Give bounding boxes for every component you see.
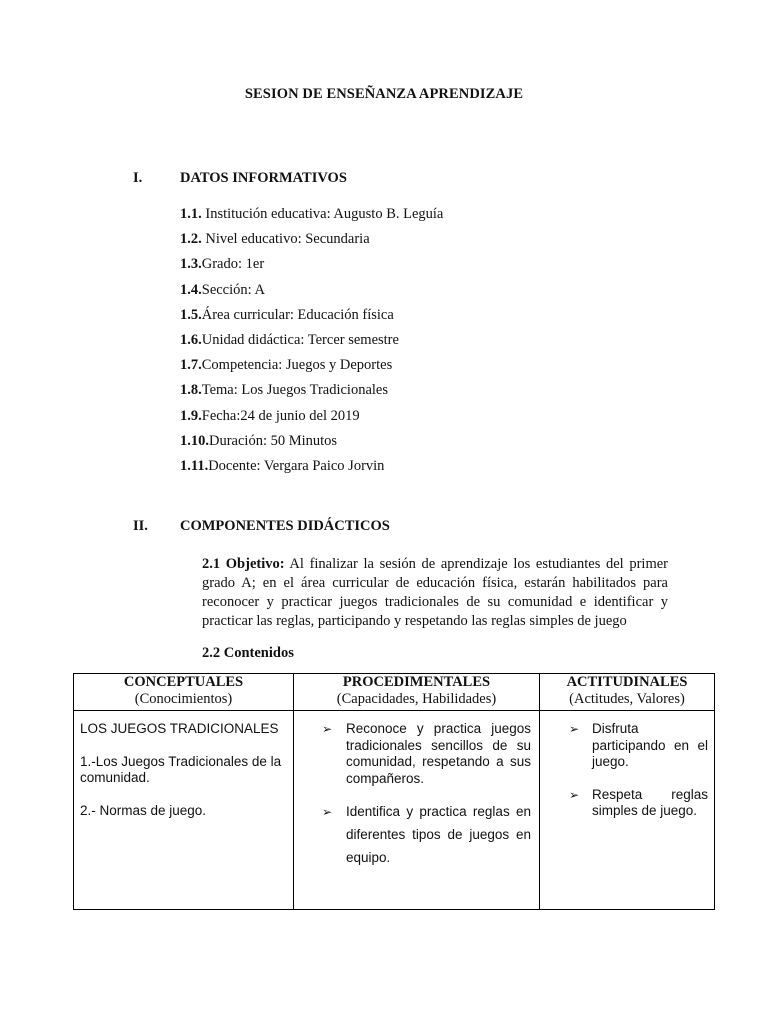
info-item: 1.1. Institución educativa: Augusto B. Leguía: [180, 206, 444, 222]
info-item: 1.6.Unidad didáctica: Tercer semestre: [180, 331, 399, 348]
section-1-number: I.: [133, 170, 143, 186]
cell-actitudinales: [540, 711, 715, 910]
objective-text: Al finalizar la sesión de aprendizaje los estudiantes del primer grado A; en el área curricular de educación física, estarán habilitados para reconocer y practicar juegos tradicionales de su comunidad e identificar y practicar las reglas, participando y respetando las reglas simples de juego: [202, 556, 668, 629]
procedure-item: ➢ Identifica y practica reglas en diferentes tipos de juegos en equipo.: [322, 804, 531, 865]
informative-data-list: [180, 205, 443, 482]
arrow-bullet-icon: ➢: [569, 722, 580, 736]
concept-item: LOS JUEGOS TRADICIONALES: [80, 721, 279, 736]
info-item: 1.3.Grado: 1er: [180, 256, 265, 273]
header-actitudinales: ACTITUDINALES (Actitudes, Valores): [540, 674, 715, 711]
attitude-item: ➢ Respeta reglas simples de juego.: [569, 786, 708, 818]
info-item: 1.7.Competencia: Juegos y Deportes: [180, 357, 393, 374]
section-2-heading: COMPONENTES DIDÁCTICOS: [180, 518, 390, 534]
info-item: 1.4.Sección: A: [180, 281, 265, 298]
info-item: 1.11.Docente: Vergara Paico Jorvin: [180, 457, 385, 474]
concept-item: 1.-Los Juegos Tradicionales de la comunidad.: [80, 753, 282, 785]
contenidos-heading: 2.2 Contenidos: [202, 645, 294, 661]
cell-procedimentales: [294, 711, 540, 910]
arrow-bullet-icon: ➢: [322, 722, 333, 736]
attitude-item: ➢ Disfruta participando en el juego.: [569, 721, 708, 769]
section-2-number: II.: [133, 518, 148, 534]
info-item: 1.5.Área curricular: Educación física: [180, 306, 394, 323]
header-conceptuales: CONCEPTUALES (Conocimientos): [74, 674, 294, 711]
info-item: 1.8.Tema: Los Juegos Tradicionales: [180, 382, 389, 399]
objective-label: 2.1 Objetivo:: [202, 556, 285, 572]
procedure-item: ➢ Reconoce y practica juegos tradicionales sencillos de su comunidad, respetando a sus compañeros.: [322, 721, 531, 786]
arrow-bullet-icon: ➢: [322, 805, 333, 819]
header-procedimentales: PROCEDIMENTALES (Capacidades, Habilidades): [294, 674, 540, 711]
cell-conceptuales: [74, 711, 294, 910]
objective-paragraph: [202, 555, 668, 631]
info-item: 1.9.Fecha:24 de junio del 2019: [180, 407, 360, 424]
info-item: 1.2. Nivel educativo: Secundaria: [180, 231, 370, 248]
section-1-heading: DATOS INFORMATIVOS: [180, 170, 347, 186]
concept-item: 2.- Normas de juego.: [80, 802, 207, 818]
arrow-bullet-icon: ➢: [569, 787, 580, 802]
document-title: SESION DE ENSEÑANZA APRENDIZAJE: [244, 86, 524, 102]
info-item: 1.10.Duración: 50 Minutos: [180, 432, 338, 449]
contents-table: [73, 673, 715, 910]
